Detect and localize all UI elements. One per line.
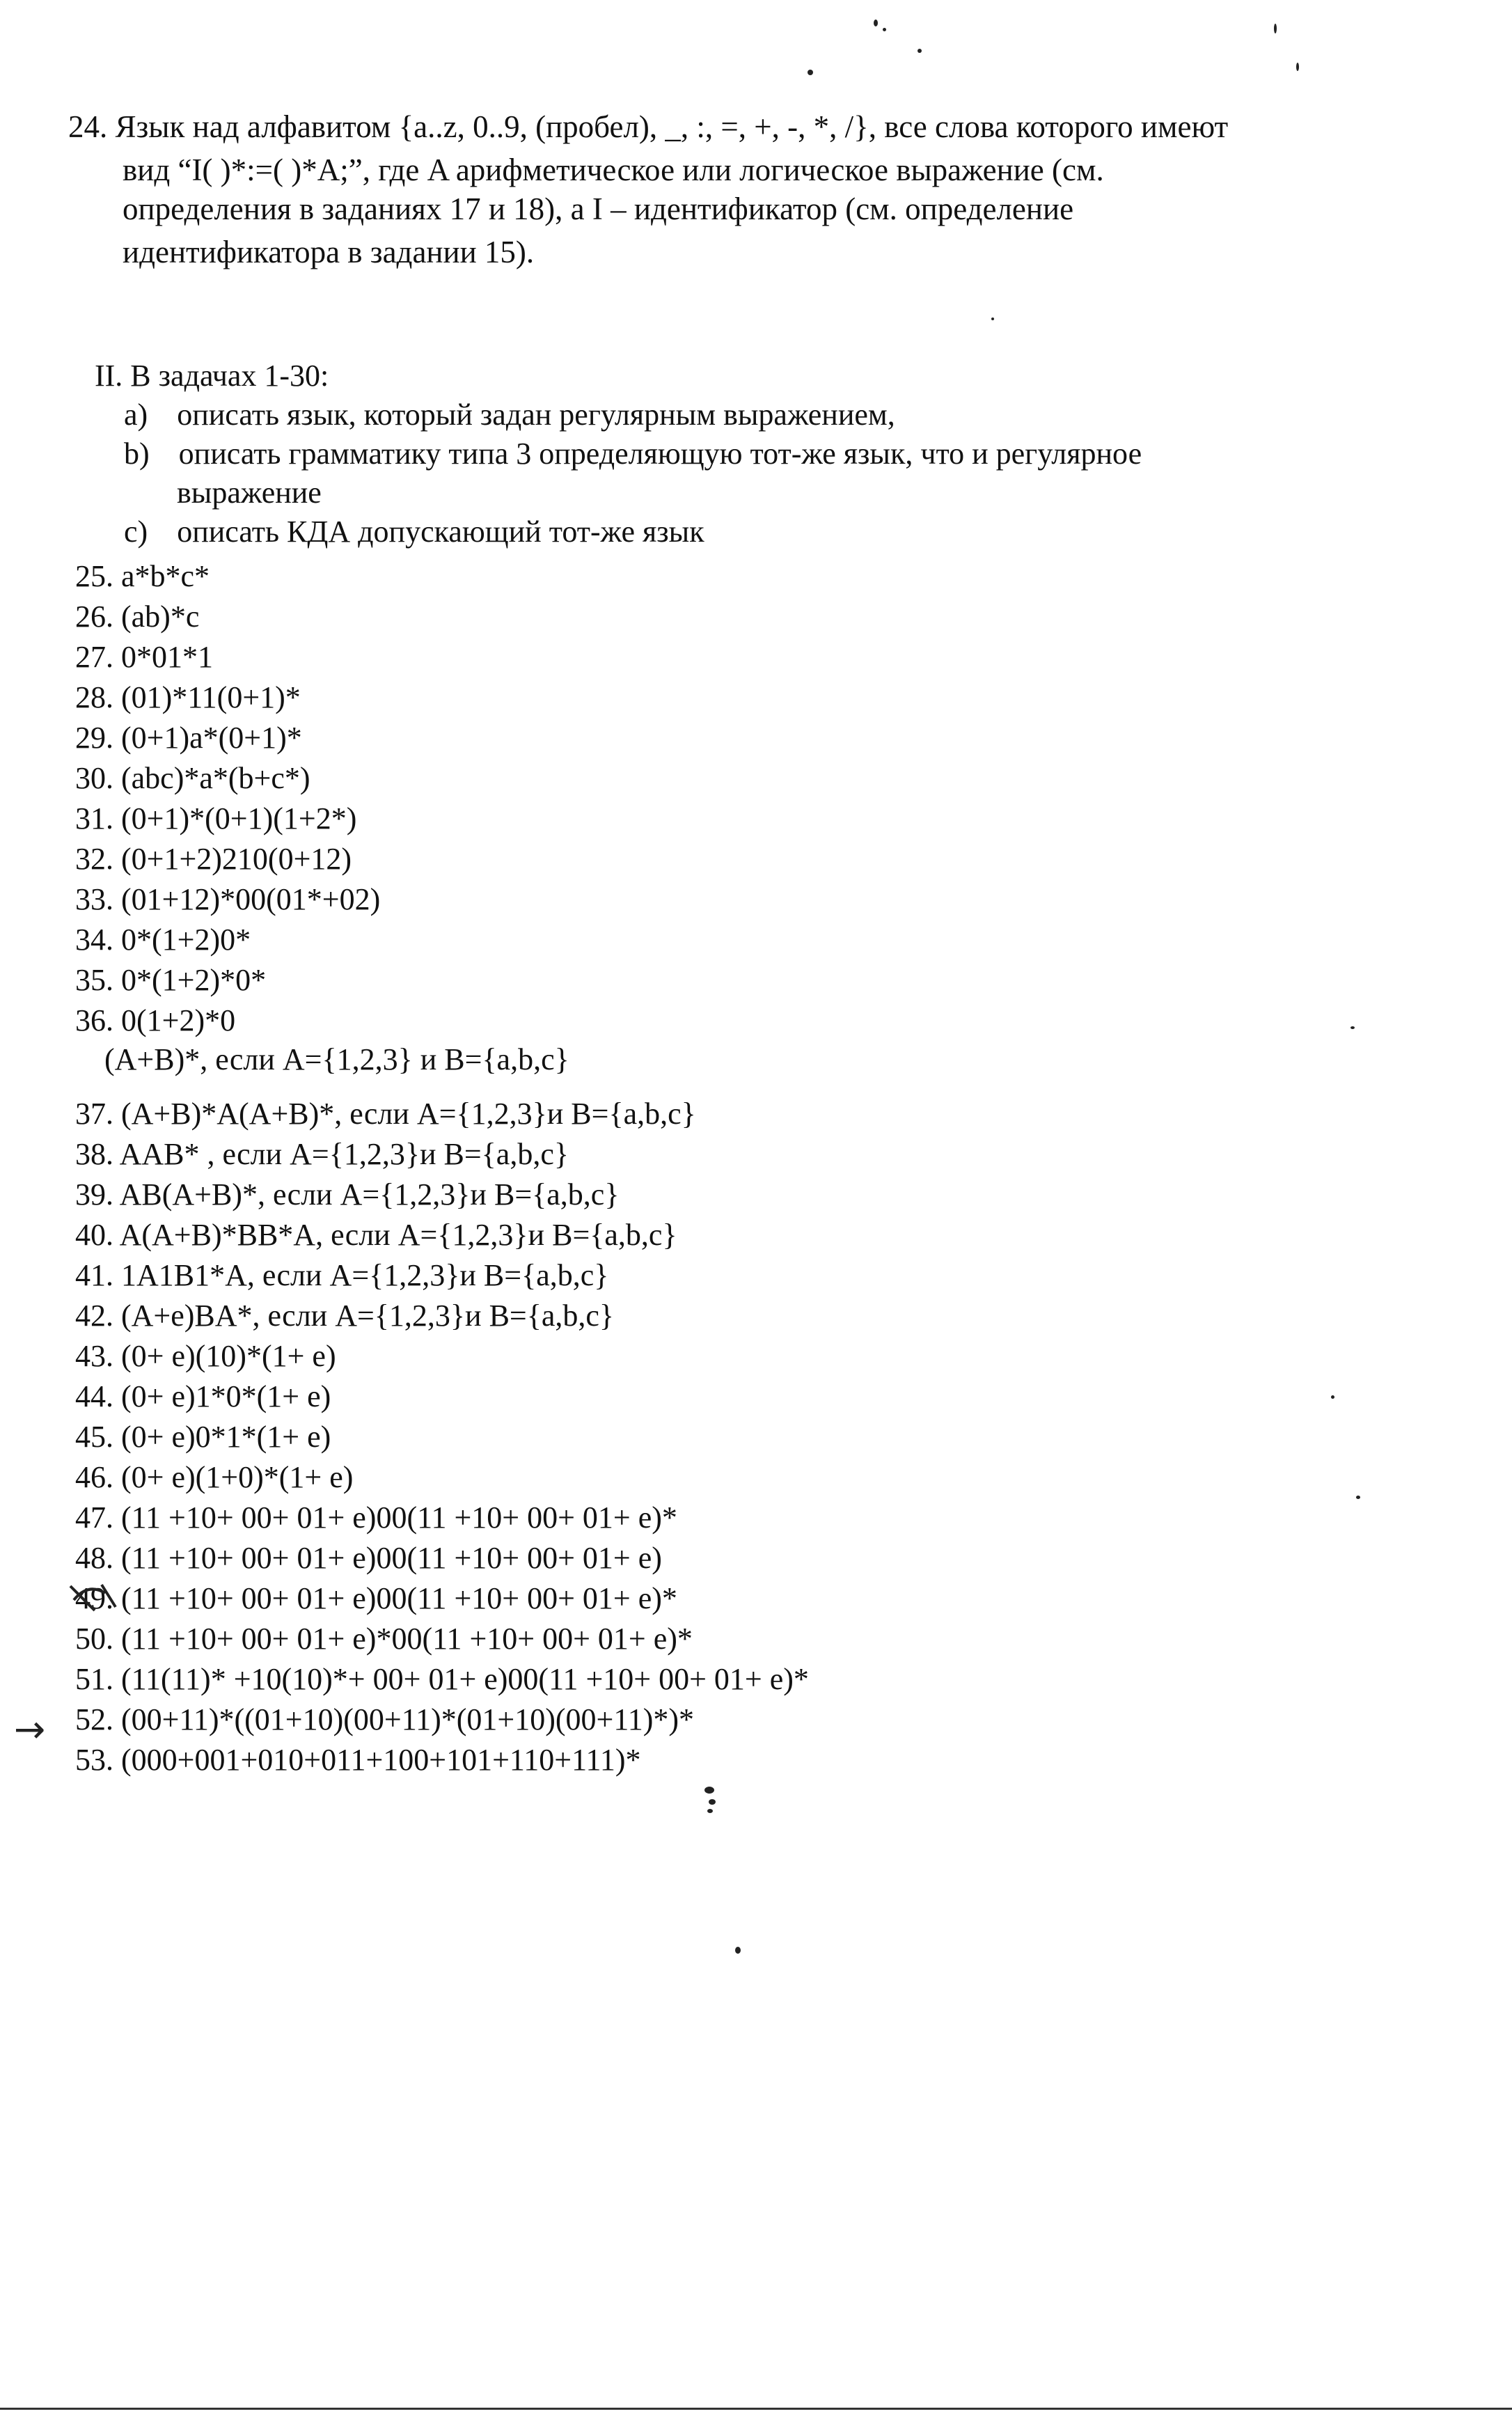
list-item-48 [75, 1543, 662, 1574]
item-number: 48. [75, 1541, 113, 1575]
scan-speck [709, 1799, 716, 1805]
item-expression: 0(1+2)*0 [121, 1003, 236, 1037]
item-expression: (A+B)*, если A={1,2,3} и B={a,b,c} [104, 1042, 569, 1076]
item-number: 29. [75, 721, 113, 755]
scan-speck [707, 1809, 713, 1813]
list-item-50 [75, 1624, 693, 1654]
item-expression: 0*(1+2)*0* [121, 963, 267, 997]
list-item-33 [75, 884, 380, 915]
item-expression: AAB* , если A={1,2,3}и B={a,b,c} [119, 1137, 569, 1171]
item-expression: (00+11)*((01+10)(00+11)*(01+10)(00+11)*)* [121, 1702, 695, 1736]
item-number: 26. [75, 599, 113, 634]
item-expression: (0+1+2)210(0+12) [121, 842, 352, 876]
item-number: 52. [75, 1702, 113, 1736]
task-marker: a) [124, 398, 148, 432]
list-item-51 [75, 1664, 809, 1695]
item-number: 31. [75, 801, 113, 836]
item-expression: (11 +10+ 00+ 01+ e)00(11 +10+ 00+ 01+ e) [121, 1541, 662, 1575]
item-expression: (0+ e)(1+0)*(1+ e) [121, 1460, 354, 1494]
task-text: описать КДА допускающий тот-же язык [177, 515, 704, 549]
scan-speck [808, 70, 813, 75]
problem-24-line-1: 24. Язык над алфавитом {a..z, 0..9, (пробел), _, :, =, +, -, *, /}, все слова которого имеют [68, 109, 1229, 144]
list-item-49 [75, 1583, 677, 1614]
list-item-47 [75, 1500, 677, 1535]
task-marker: b) [124, 437, 150, 471]
scan-speck [874, 19, 878, 26]
list-item-unnumbered [104, 1044, 569, 1075]
item-expression: (11 +10+ 00+ 01+ e)00(11 +10+ 00+ 01+ e)* [121, 1500, 677, 1535]
item-expression: (11 +10+ 00+ 01+ e)*00(11 +10+ 00+ 01+ e)* [121, 1622, 693, 1656]
list-item-36 [75, 1005, 235, 1036]
item-expression: (abc)*a*(b+c*) [121, 761, 310, 795]
item-number: 40. [75, 1218, 113, 1252]
scan-speck [1356, 1496, 1360, 1499]
section-2-heading: II. В задачах 1-30: [95, 359, 329, 393]
scan-speck [1350, 1026, 1355, 1029]
item-expression: (0+1)*(0+1)(1+2*) [121, 801, 357, 836]
scan-speck [991, 317, 994, 320]
item-number: 44. [75, 1379, 113, 1413]
handwritten-arrow-icon: → [14, 1707, 46, 1751]
list-item-46 [75, 1462, 353, 1493]
item-expression: (01+12)*00(01*+02) [121, 882, 381, 916]
item-expression: (0+1)a*(0+1)* [121, 721, 302, 755]
list-item-31 [75, 803, 356, 834]
item-expression: A(A+B)*BB*A, если A={1,2,3}и B={a,b,c} [119, 1218, 677, 1252]
item-number: 47. [75, 1500, 113, 1535]
item-expression: 0*01*1 [121, 640, 213, 674]
item-expression: (11(11)* +10(10)*+ 00+ 01+ e)00(11 +10+ 00+ 01+ e)* [121, 1662, 809, 1696]
item-number: 25. [75, 559, 113, 593]
list-item-25 [75, 561, 210, 592]
problem-24-line-4: идентификатора в задании 15). [123, 235, 535, 269]
item-number: 41. [75, 1258, 113, 1292]
list-item-34 [75, 925, 251, 955]
item-expression: (11 +10+ 00+ 01+ e)00(11 +10+ 00+ 01+ e)* [121, 1581, 677, 1615]
list-item-40 [75, 1220, 677, 1250]
item-number: 53. [75, 1743, 113, 1777]
list-item-52 [75, 1704, 694, 1735]
item-expression: a*b*c* [121, 559, 210, 593]
item-number: 51. [75, 1662, 113, 1696]
scan-speck [1331, 1395, 1334, 1399]
problem-24-line-3: определения в заданиях 17 и 18), а I – идентификатор (см. определение [123, 191, 1074, 226]
list-item-30 [75, 763, 310, 794]
list-item-42 [75, 1301, 614, 1331]
list-item-41 [75, 1260, 608, 1291]
list-item-43 [75, 1341, 336, 1372]
item-expression: (000+001+010+011+100+101+110+111)* [121, 1743, 641, 1777]
item-expression: (0+ e)1*0*(1+ e) [121, 1379, 331, 1413]
scan-edge-line [0, 2408, 1512, 2410]
item-expression: 1A1B1*A, если A={1,2,3}и B={a,b,c} [121, 1258, 609, 1292]
scan-speck [735, 1947, 741, 1954]
item-expression: 0*(1+2)0* [121, 923, 251, 957]
scan-speck [1274, 24, 1277, 33]
item-expression: (A+B)*A(A+B)*, если A={1,2,3}и B={a,b,c} [121, 1097, 696, 1131]
item-expression: (01)*11(0+1)* [121, 680, 301, 714]
item-number: 43. [75, 1339, 113, 1373]
list-item-45 [75, 1422, 331, 1452]
scan-speck [883, 28, 886, 31]
list-item-26 [75, 599, 200, 634]
list-item-44 [75, 1381, 331, 1412]
item-number: 42. [75, 1299, 113, 1333]
list-item-32 [75, 844, 352, 875]
item-expression: (0+ e)(10)*(1+ e) [121, 1339, 336, 1373]
item-number: 37. [75, 1097, 113, 1131]
task-c [124, 517, 704, 547]
item-number: 45. [75, 1420, 113, 1454]
item-number: 50. [75, 1622, 113, 1656]
item-number: 32. [75, 842, 113, 876]
scan-speck [704, 1787, 714, 1794]
task-text: описать язык, который задан регулярным выражением, [177, 398, 895, 432]
item-number: 35. [75, 963, 113, 997]
task-b-continuation: выражение [177, 476, 322, 510]
item-expression: (A+e)BA*, если A={1,2,3}и B={a,b,c} [121, 1299, 615, 1333]
list-item-53 [75, 1745, 640, 1775]
item-expression: (0+ e)0*1*(1+ e) [121, 1420, 331, 1454]
item-number: 33. [75, 882, 113, 916]
item-number: 28. [75, 680, 113, 714]
task-b [124, 439, 1142, 469]
item-expression: (ab)*c [121, 599, 200, 634]
scan-speck [1296, 63, 1299, 71]
item-expression: AB(A+B)*, если A={1,2,3}и B={a,b,c} [119, 1177, 620, 1212]
task-text: описать грамматику типа 3 определяющую тот-же язык, что и регулярное [178, 437, 1142, 471]
item-number: 46. [75, 1460, 113, 1494]
item-number: 39. [75, 1177, 113, 1212]
list-item-35 [75, 965, 266, 996]
list-item-27 [75, 642, 213, 673]
list-item-37 [75, 1099, 696, 1129]
list-item-39 [75, 1179, 619, 1210]
item-number: 36. [75, 1003, 113, 1037]
list-item-29 [75, 723, 302, 753]
item-number: 38. [75, 1137, 113, 1171]
item-number: 49. [75, 1581, 113, 1615]
item-number: 34. [75, 923, 113, 957]
list-item-28 [75, 682, 301, 713]
scan-speck [918, 49, 922, 53]
problem-24-line-2: вид “I( )*:=( )*A;”, где A арифметическое или логическое выражение (см. [123, 152, 1104, 187]
task-a [124, 400, 895, 430]
list-item-38 [75, 1139, 569, 1170]
item-number: 30. [75, 761, 113, 795]
item-number: 27. [75, 640, 113, 674]
handwritten-scribble-icon [67, 1579, 123, 1614]
task-marker: c) [124, 515, 148, 549]
